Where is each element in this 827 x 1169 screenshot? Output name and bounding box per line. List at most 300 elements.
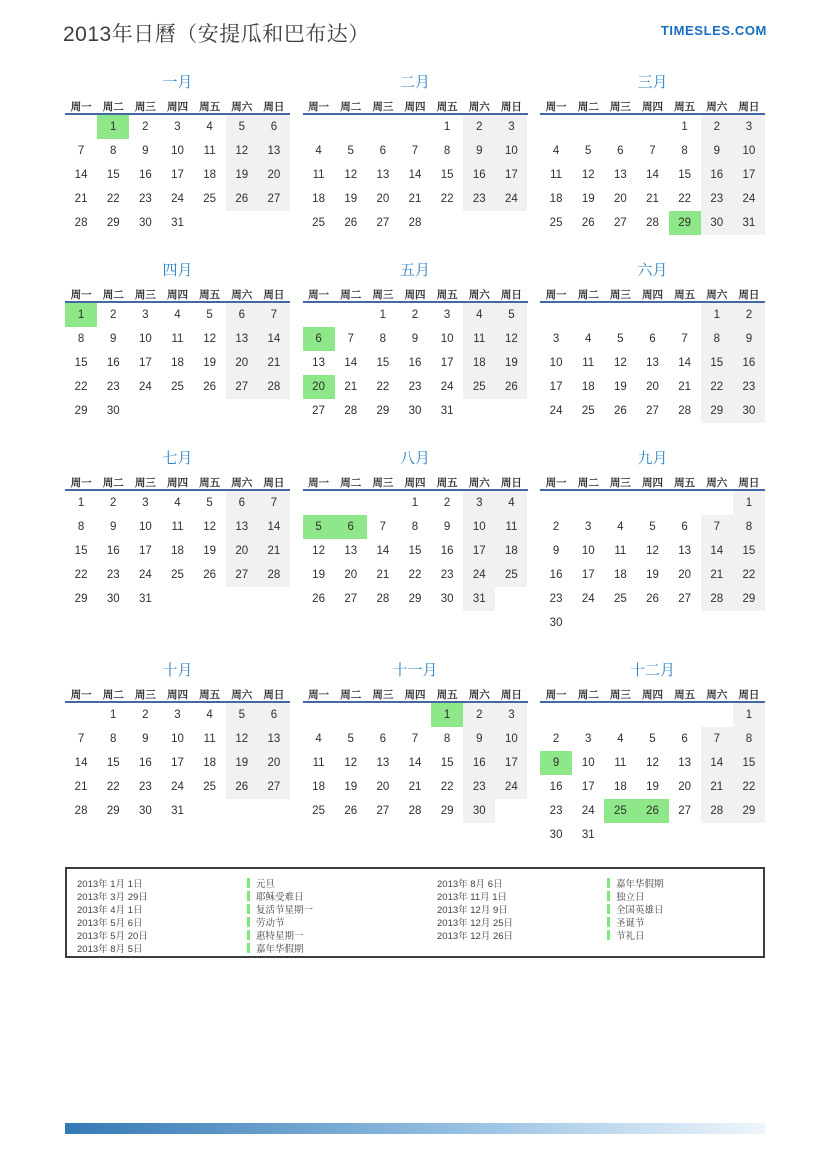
day-cell: 23 xyxy=(106,381,120,393)
day-cell: 7 xyxy=(649,145,656,157)
day-cell: 14 xyxy=(408,169,422,181)
weekday-label: 周一 xyxy=(308,289,330,301)
weekday-label: 周五 xyxy=(199,101,221,113)
holiday-legend-box xyxy=(65,867,765,958)
holiday-marker-bar xyxy=(247,904,250,914)
day-cell: 23 xyxy=(733,375,765,399)
week-row xyxy=(540,727,765,751)
day-cell: 10 xyxy=(440,333,454,345)
weekday-label: 周四 xyxy=(641,477,663,489)
day-cell: 25 xyxy=(495,563,527,587)
weekday-label: 周四 xyxy=(641,101,663,113)
day-cell: 27 xyxy=(376,217,390,229)
day-cell: 3 xyxy=(585,521,592,533)
day-cell: 24 xyxy=(171,781,184,793)
day-cell: 12 xyxy=(312,545,325,557)
empty-cell xyxy=(335,303,367,327)
legend-item xyxy=(437,876,753,889)
day-cell: 8 xyxy=(443,145,451,157)
week-row xyxy=(540,703,765,727)
day-cell: 13 xyxy=(376,757,390,769)
day-cell: 3 xyxy=(585,733,592,745)
day-cell: 10 xyxy=(733,139,765,163)
legend-date: 2013年 5月 6日 xyxy=(77,918,143,929)
day-cell: 16 xyxy=(701,163,733,187)
day-cell: 5 xyxy=(649,733,656,745)
week-row xyxy=(303,587,528,611)
day-cell: 3 xyxy=(443,309,451,321)
day-cell: 25 xyxy=(613,593,627,605)
month-title: 十二月 xyxy=(629,662,675,679)
day-cell: 19 xyxy=(646,781,659,793)
day-cell: 2 xyxy=(411,309,419,321)
day-cell: 29 xyxy=(733,799,765,823)
day-cell: 6 xyxy=(303,327,335,351)
day-cell: 1 xyxy=(701,303,733,327)
empty-cell xyxy=(258,399,290,423)
day-cell: 27 xyxy=(226,563,258,587)
day-cell: 15 xyxy=(733,539,765,563)
day-cell: 25 xyxy=(171,381,184,393)
legend-date: 2013年 8月 5日 xyxy=(77,944,143,955)
legend-holiday-name: 嘉年华假期 xyxy=(616,879,664,890)
day-cell: 31 xyxy=(171,217,184,229)
weekday-label: 周六 xyxy=(468,101,490,113)
day-cell: 6 xyxy=(681,521,688,533)
day-cell: 1 xyxy=(443,121,451,133)
empty-cell xyxy=(258,587,290,611)
day-cell: 6 xyxy=(617,145,624,157)
day-cell: 14 xyxy=(258,515,290,539)
day-cell: 11 xyxy=(614,545,627,557)
day-cell: 1 xyxy=(97,115,129,139)
week-row xyxy=(540,163,765,187)
week-row xyxy=(540,799,765,823)
day-cell: 22 xyxy=(376,381,390,393)
day-cell: 16 xyxy=(106,357,120,369)
legend-item xyxy=(77,876,437,889)
day-cell: 20 xyxy=(613,193,627,205)
day-cell: 17 xyxy=(581,569,595,581)
weekday-label: 周六 xyxy=(706,289,728,301)
empty-cell xyxy=(495,799,527,823)
empty-cell xyxy=(335,491,367,515)
day-cell: 4 xyxy=(174,309,181,321)
weekday-label: 周五 xyxy=(199,689,221,701)
holiday-marker-bar xyxy=(607,904,610,914)
week-row xyxy=(303,211,528,235)
day-cell: 24 xyxy=(495,187,527,211)
empty-cell xyxy=(367,115,399,139)
day-cell: 29 xyxy=(106,217,120,229)
day-cell: 14 xyxy=(74,169,88,181)
weekday-label: 周四 xyxy=(166,101,188,113)
day-cell: 25 xyxy=(171,569,184,581)
day-cell: 14 xyxy=(408,757,422,769)
month-block xyxy=(540,73,765,235)
day-cell: 11 xyxy=(550,169,563,181)
legend-name xyxy=(247,902,437,916)
legend-name xyxy=(607,876,753,890)
day-cell: 9 xyxy=(110,333,117,345)
day-cell: 28 xyxy=(408,805,422,817)
day-cell: 9 xyxy=(701,139,733,163)
week-row xyxy=(65,751,290,775)
week-row xyxy=(65,375,290,399)
day-cell: 20 xyxy=(258,751,290,775)
weekday-label: 周日 xyxy=(738,289,760,301)
week-row xyxy=(65,399,290,423)
day-cell: 22 xyxy=(733,775,765,799)
legend-holiday-name: 独立日 xyxy=(616,892,645,903)
day-cell: 16 xyxy=(106,545,120,557)
day-cell: 18 xyxy=(613,569,627,581)
day-cell: 25 xyxy=(581,405,595,417)
empty-cell xyxy=(636,303,668,327)
day-cell: 8 xyxy=(443,733,451,745)
week-row xyxy=(303,327,528,351)
week-row xyxy=(303,139,528,163)
week-row xyxy=(65,563,290,587)
week-row xyxy=(65,351,290,375)
empty-cell xyxy=(399,703,431,727)
empty-cell xyxy=(636,823,668,847)
legend-item xyxy=(437,902,753,915)
day-cell: 21 xyxy=(74,193,88,205)
day-cell: 18 xyxy=(171,357,184,369)
day-cell: 13 xyxy=(678,545,692,557)
day-cell: 23 xyxy=(549,593,563,605)
day-cell: 18 xyxy=(581,381,595,393)
month-block xyxy=(303,73,528,235)
day-cell: 10 xyxy=(171,145,184,157)
day-cell: 11 xyxy=(171,521,184,533)
day-cell: 28 xyxy=(646,217,659,229)
day-cell: 23 xyxy=(106,569,120,581)
legend-item xyxy=(77,915,437,928)
week-row xyxy=(540,563,765,587)
day-cell: 29 xyxy=(669,211,701,235)
day-cell: 16 xyxy=(463,163,495,187)
legend-name xyxy=(247,889,437,903)
week-row xyxy=(303,375,528,399)
day-cell: 26 xyxy=(203,381,217,393)
day-cell: 12 xyxy=(646,757,659,769)
day-cell: 21 xyxy=(258,539,290,563)
empty-cell xyxy=(303,703,335,727)
weekday-label: 周四 xyxy=(404,689,426,701)
day-cell: 24 xyxy=(581,593,595,605)
day-cell: 28 xyxy=(678,405,692,417)
day-cell: 9 xyxy=(540,751,572,775)
day-cell: 22 xyxy=(74,381,88,393)
empty-cell xyxy=(636,491,668,515)
day-cell: 5 xyxy=(617,333,624,345)
day-cell: 8 xyxy=(733,515,765,539)
day-cell: 15 xyxy=(701,351,733,375)
day-cell: 22 xyxy=(106,193,120,205)
weekday-label: 周二 xyxy=(102,101,124,113)
empty-cell xyxy=(733,823,765,847)
week-row xyxy=(303,351,528,375)
day-cell: 4 xyxy=(315,733,322,745)
week-row xyxy=(65,211,290,235)
day-cell: 13 xyxy=(226,515,258,539)
weekday-header-row xyxy=(303,287,528,303)
day-cell: 7 xyxy=(411,145,419,157)
month-block xyxy=(303,661,528,823)
weekday-label: 周六 xyxy=(468,289,490,301)
week-row xyxy=(540,775,765,799)
holiday-marker-bar xyxy=(607,917,610,927)
day-cell: 19 xyxy=(226,163,258,187)
week-row xyxy=(65,303,290,327)
empty-cell xyxy=(495,211,527,235)
day-cell: 30 xyxy=(733,399,765,423)
empty-cell xyxy=(463,399,495,423)
day-cell: 18 xyxy=(312,193,325,205)
weekday-label: 周一 xyxy=(308,101,330,113)
weekday-header-row xyxy=(303,99,528,115)
day-cell: 25 xyxy=(463,375,495,399)
day-cell: 19 xyxy=(646,569,659,581)
day-cell: 9 xyxy=(443,521,451,533)
day-cell: 23 xyxy=(440,569,454,581)
day-cell: 27 xyxy=(376,805,390,817)
weekday-label: 周四 xyxy=(166,289,188,301)
week-row xyxy=(65,727,290,751)
legend-name xyxy=(247,928,437,942)
weekday-label: 周五 xyxy=(199,477,221,489)
holiday-marker-bar xyxy=(247,930,250,940)
day-cell: 5 xyxy=(226,115,258,139)
week-row xyxy=(303,115,528,139)
weekday-label: 周五 xyxy=(674,289,696,301)
day-cell: 5 xyxy=(347,733,354,745)
month-title: 一月 xyxy=(162,74,193,91)
day-cell: 3 xyxy=(495,703,527,727)
month-block xyxy=(303,261,528,423)
day-cell: 29 xyxy=(74,405,88,417)
day-cell: 12 xyxy=(203,333,217,345)
day-cell: 3 xyxy=(142,309,149,321)
day-cell: 11 xyxy=(171,333,184,345)
week-row xyxy=(540,139,765,163)
week-row xyxy=(65,139,290,163)
day-cell: 11 xyxy=(203,145,216,157)
week-row xyxy=(540,115,765,139)
empty-cell xyxy=(669,823,701,847)
legend-name xyxy=(247,941,437,955)
weekday-label: 周日 xyxy=(500,477,522,489)
legend-date: 2013年 5月 20日 xyxy=(77,931,148,942)
day-cell: 24 xyxy=(463,563,495,587)
day-cell: 6 xyxy=(226,303,258,327)
timesles-logo-link[interactable]: TIMESLES.COM xyxy=(660,23,767,38)
day-cell: 24 xyxy=(733,187,765,211)
empty-cell xyxy=(495,587,527,611)
weekday-label: 周日 xyxy=(263,289,285,301)
day-cell: 1 xyxy=(411,497,419,509)
weekday-label: 周一 xyxy=(545,101,567,113)
day-cell: 3 xyxy=(174,709,181,721)
legend-right-column xyxy=(437,876,753,954)
day-cell: 20 xyxy=(226,539,258,563)
day-cell: 3 xyxy=(463,491,495,515)
day-cell: 7 xyxy=(701,515,733,539)
legend-item xyxy=(77,941,437,954)
legend-item xyxy=(437,889,753,902)
weekday-label: 周二 xyxy=(340,477,362,489)
day-cell: 31 xyxy=(581,829,595,841)
day-cell: 3 xyxy=(174,121,181,133)
holiday-marker-bar xyxy=(247,891,250,901)
weekday-label: 周四 xyxy=(641,689,663,701)
day-cell: 5 xyxy=(649,521,656,533)
legend-holiday-name: 全国英雄日 xyxy=(616,905,664,916)
weekday-label: 周一 xyxy=(545,689,567,701)
day-cell: 9 xyxy=(552,545,560,557)
empty-cell xyxy=(733,611,765,635)
day-cell: 9 xyxy=(142,145,149,157)
day-cell: 13 xyxy=(312,357,325,369)
day-cell: 6 xyxy=(335,515,367,539)
weekday-label: 周日 xyxy=(263,689,285,701)
day-cell: 29 xyxy=(408,593,422,605)
day-cell: 10 xyxy=(581,545,595,557)
weekday-label: 周四 xyxy=(641,289,663,301)
legend-holiday-name: 惠特星期一 xyxy=(256,931,304,942)
day-cell: 13 xyxy=(226,327,258,351)
legend-date: 2013年 12月 26日 xyxy=(437,931,514,942)
day-cell: 7 xyxy=(77,733,85,745)
empty-cell xyxy=(367,703,399,727)
day-cell: 8 xyxy=(110,145,117,157)
empty-cell xyxy=(335,115,367,139)
weekday-label: 周二 xyxy=(102,477,124,489)
day-cell: 1 xyxy=(77,497,85,509)
empty-cell xyxy=(669,303,701,327)
week-row xyxy=(303,563,528,587)
week-row xyxy=(65,491,290,515)
legend-date: 2013年 12月 25日 xyxy=(437,918,514,929)
empty-cell xyxy=(258,799,290,823)
weekday-label: 周四 xyxy=(404,101,426,113)
week-row xyxy=(303,491,528,515)
empty-cell xyxy=(161,587,193,611)
day-cell: 7 xyxy=(77,145,85,157)
empty-cell xyxy=(572,611,604,635)
weekday-header-row xyxy=(540,687,765,703)
week-row xyxy=(65,799,290,823)
day-cell: 31 xyxy=(440,405,454,417)
week-row xyxy=(65,703,290,727)
weekday-label: 周三 xyxy=(372,101,394,113)
day-cell: 4 xyxy=(206,709,213,721)
legend-item xyxy=(77,902,437,915)
week-row xyxy=(65,587,290,611)
week-row xyxy=(540,351,765,375)
weekday-label: 周一 xyxy=(70,477,92,489)
week-row xyxy=(540,211,765,235)
month-title: 七月 xyxy=(162,450,193,467)
day-cell: 19 xyxy=(203,545,217,557)
day-cell: 29 xyxy=(106,805,120,817)
day-cell: 10 xyxy=(581,757,595,769)
day-cell: 7 xyxy=(258,491,290,515)
day-cell: 27 xyxy=(258,187,290,211)
day-cell: 2 xyxy=(142,709,149,721)
empty-cell xyxy=(572,703,604,727)
legend-name xyxy=(247,876,437,890)
empty-cell xyxy=(335,703,367,727)
day-cell: 11 xyxy=(312,757,325,769)
week-row xyxy=(303,399,528,423)
day-cell: 19 xyxy=(581,193,595,205)
day-cell: 17 xyxy=(549,381,563,393)
day-cell: 20 xyxy=(258,163,290,187)
weekday-header-row xyxy=(65,99,290,115)
empty-cell xyxy=(303,491,335,515)
empty-cell xyxy=(669,611,701,635)
month-block xyxy=(540,661,765,847)
week-row xyxy=(540,399,765,423)
day-cell: 11 xyxy=(312,169,325,181)
weekday-label: 周一 xyxy=(308,689,330,701)
week-row xyxy=(540,515,765,539)
day-cell: 29 xyxy=(376,405,390,417)
day-cell: 27 xyxy=(613,217,627,229)
empty-cell xyxy=(604,823,636,847)
month-title: 九月 xyxy=(637,450,668,467)
weekday-label: 周五 xyxy=(199,289,221,301)
day-cell: 24 xyxy=(495,775,527,799)
day-cell: 23 xyxy=(463,187,495,211)
day-cell: 21 xyxy=(701,775,733,799)
week-row xyxy=(540,187,765,211)
day-cell: 17 xyxy=(463,539,495,563)
day-cell: 30 xyxy=(549,829,563,841)
weekday-label: 周三 xyxy=(609,477,631,489)
day-cell: 4 xyxy=(463,303,495,327)
weekday-label: 周二 xyxy=(340,689,362,701)
day-cell: 28 xyxy=(376,593,390,605)
empty-cell xyxy=(604,303,636,327)
legend-left-column xyxy=(77,876,437,954)
day-cell: 2 xyxy=(733,303,765,327)
weekday-header-row xyxy=(65,475,290,491)
day-cell: 8 xyxy=(411,521,419,533)
day-cell: 10 xyxy=(549,357,563,369)
day-cell: 30 xyxy=(408,405,422,417)
weekday-label: 周三 xyxy=(134,477,156,489)
day-cell: 31 xyxy=(138,593,152,605)
empty-cell xyxy=(636,115,668,139)
day-cell: 7 xyxy=(681,333,688,345)
day-cell: 22 xyxy=(733,563,765,587)
day-cell: 8 xyxy=(681,145,688,157)
weekday-label: 周二 xyxy=(340,289,362,301)
day-cell: 1 xyxy=(681,121,688,133)
week-row xyxy=(65,115,290,139)
day-cell: 30 xyxy=(138,217,152,229)
empty-cell xyxy=(367,491,399,515)
day-cell: 21 xyxy=(408,193,422,205)
day-cell: 12 xyxy=(226,139,258,163)
weekday-label: 周日 xyxy=(500,101,522,113)
weekday-label: 周三 xyxy=(372,289,394,301)
legend-name xyxy=(607,889,753,903)
